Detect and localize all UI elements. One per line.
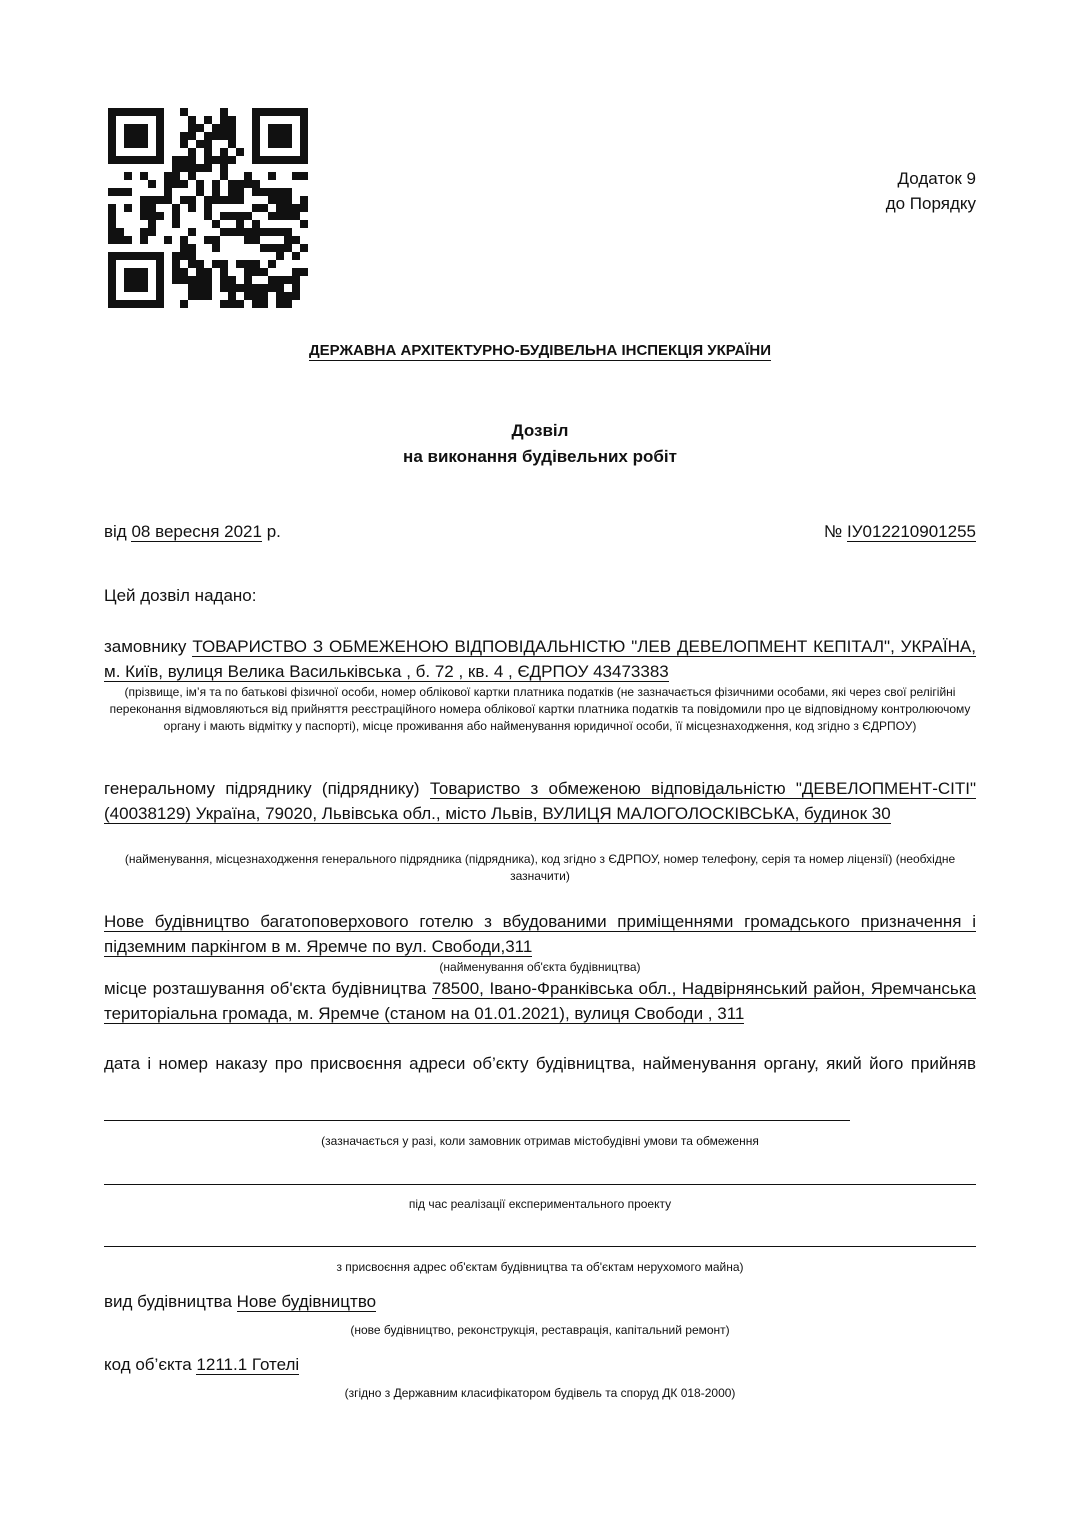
- experimental-project-blank: [104, 1184, 976, 1185]
- address-order-note-2: під час реалізації експериментального проекту: [408, 1197, 672, 1211]
- object-code-note: (згідно з Державним класифікатором будівель та споруд ДК 018-2000): [344, 1386, 736, 1400]
- construction-type-note: (нове будівництво, реконструкція, реставрація, капітальний ремонт): [350, 1323, 730, 1337]
- object-note: (найменування об'єкта будівництва): [439, 960, 641, 974]
- object-code: [104, 1352, 976, 1377]
- address-order-note-1: (зазначається у разі, коли замовник отримав містобудівні умови та обмеження: [321, 1134, 759, 1148]
- location-section: [104, 976, 976, 1026]
- construction-type-label: вид будівництва: [104, 1292, 232, 1311]
- date-value: 08 вересня 2021: [131, 522, 262, 541]
- address-assignment-blank: [104, 1246, 976, 1247]
- customer-value: ТОВАРИСТВО З ОБМЕЖЕНОЮ ВІДПОВІДАЛЬНІСТЮ "ЛЕВ ДЕВЕЛОПМЕНТ КЕПІТАЛ", УКРАЇНА, м. Київ, вулиця Велика Васильківська , б. 72 , кв. 4 , ЄДРПОУ 43473383: [104, 637, 976, 681]
- object-value: Нове будівництво багатоповерхового готелю з вбудованими приміщеннями громадського призначення і підземним паркінгом в м. Яремче по вул. Свободи,311: [104, 912, 976, 956]
- construction-type-value: Нове будівництво: [236, 1292, 377, 1311]
- object-code-value: 1211.1 Готелі: [196, 1355, 300, 1374]
- customer-section: [104, 634, 976, 684]
- document-title: [0, 418, 1080, 470]
- location-label: місце розташування об'єкта будівництва: [104, 979, 427, 998]
- date-suffix: р.: [266, 522, 281, 541]
- construction-type: [104, 1289, 976, 1314]
- annex-reference: [886, 166, 976, 216]
- permit-number: [824, 522, 976, 542]
- title-line-1: Дозвіл: [511, 421, 569, 440]
- annex-line-2: до Порядку: [885, 194, 976, 213]
- address-order-text: дата і номер наказу про присвоєння адреси об’єкту будівництва, найменування органу, який його прийняв: [104, 1054, 976, 1073]
- object-section: [104, 909, 976, 959]
- organization-name: ДЕРЖАВНА АРХІТЕКТУРНО-БУДІВЕЛЬНА ІНСПЕКЦІЯ УКРАЇНИ: [308, 342, 772, 359]
- contractor-note: (найменування, місцезнаходження генерального підрядника (підрядника), код згідно з ЄДРПОУ, номер телефону, серія та номер ліцензії) (необхідне зазначити): [124, 852, 956, 883]
- contractor-value: Товариство з обмеженою відповідальністю "ДЕВЕЛОПМЕНТ-СІТІ" (40038129) Україна, 79020, Львівська обл., місто Львів, ВУЛИЦЯ МАЛОГОЛОСКІВСЬКА, будинок 30: [104, 779, 976, 823]
- contractor-section: [104, 776, 976, 826]
- issuing-organization: [0, 342, 1080, 359]
- granted-label: Цей дозвіл надано:: [104, 586, 257, 605]
- customer-note: (прізвище, ім’я та по батькові фізичної особи, номер облікової картки платника податків (не зазначається фізичними особами, які через свої релігійні переконання відмовляються від прийняття реєстраційного номера облікової картки платника податків та повідомили про це відповідному контролюючому органу і мають відмітку у паспорті), місце проживання або найменування юридичної особи, її місцезнаходження, код згідно з ЄДРПОУ): [109, 685, 971, 733]
- contractor-label: генеральному підряднику (підряднику): [104, 779, 420, 798]
- object-code-label: код об’єкта: [104, 1355, 192, 1374]
- title-line-2: на виконання будівельних робіт: [403, 447, 677, 466]
- issue-date: [104, 522, 281, 542]
- address-order-blank: [104, 1120, 850, 1121]
- location-value: 78500, Івано-Франківська обл., Надвірнянський район, Яремчанська територіальна громада, м. Яремче (станом на 01.01.2021), вулиця Свободи , 311: [104, 979, 976, 1023]
- annex-line-1: Додаток 9: [897, 169, 976, 188]
- qr-code: [108, 108, 308, 308]
- number-value: ІУ012210901255: [847, 522, 976, 541]
- customer-label: замовнику: [104, 637, 187, 656]
- address-order-note-3: з присвоєння адрес об'єктам будівництва та об'єктам нерухомого майна): [336, 1260, 744, 1274]
- date-prefix: від: [104, 522, 127, 541]
- number-prefix: №: [824, 522, 843, 541]
